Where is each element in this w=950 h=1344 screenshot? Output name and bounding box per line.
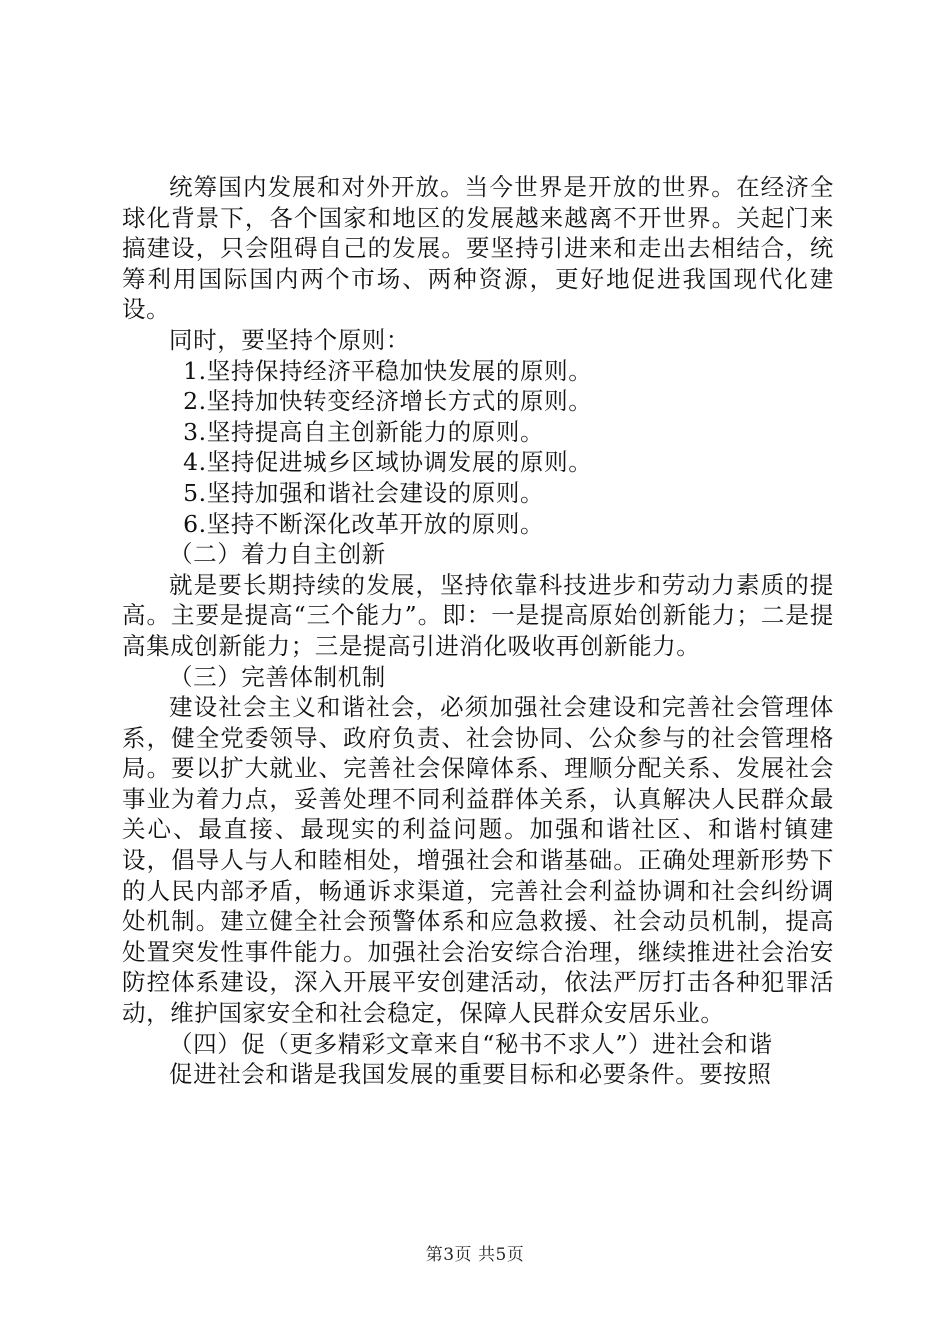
section-heading-4: （四）促（更多精彩文章来自“秘书不求人”）进社会和谐 xyxy=(169,1029,773,1058)
document-body xyxy=(122,172,834,1090)
principle-item-6: 6.坚持不断深化改革开放的原则。 xyxy=(183,509,545,538)
section-heading-3: （三）完善体制机制 xyxy=(169,662,386,691)
principle-item-5: 5.坚持加强和谐社会建设的原则。 xyxy=(183,478,545,507)
principle-item-3: 3.坚持提高自主创新能力的原则。 xyxy=(183,417,545,446)
paragraph-principles-intro: 同时，要坚持个原则： xyxy=(169,325,410,354)
paragraph-institutions: 建设社会主义和谐社会，必须加强社会建设和完善社会管理体系，健全党委领导、政府负责、社会协同、公众参与的社会管理格局。要以扩大就业、完善社会保障体系、理顺分配关系、发展社会事业为着力点，妥善处理不同利益群体关系，认真解决人民群众最关心、最直接、最现实的利益问题。加强和谐社区、和谐村镇建设，倡导人与人和睦相处，增强社会和谐基础。正确处理新形势下的人民内部矛盾，畅通诉求渠道，完善社会利益协调和社会纠纷调处机制。建立健全社会预警体系和应急救援、社会动员机制，提高处置突发性事件能力。加强社会治安综合治理，继续推进社会治安防控体系建设，深入开展平安创建活动，依法严厉打击各种犯罪活动，维护国家安全和社会稳定，保障人民群众安居乐业。 xyxy=(122,693,834,1028)
paragraph-harmony: 促进社会和谐是我国发展的重要目标和必要条件。要按照 xyxy=(169,1060,772,1089)
page-footer: 第3页 共5页 xyxy=(425,1245,525,1265)
principle-item-2: 2.坚持加快转变经济增长方式的原则。 xyxy=(183,387,593,416)
paragraph-open-economy: 统筹国内发展和对外开放。当今世界是开放的世界。在经济全球化背景下，各个国家和地区的发展越来越离不开世界。关起门来搞建设，只会阻碍自己的发展。要坚持引进来和走出去相结合，统筹利用国际国内两个市场、两种资源，更好地促进我国现代化建设。 xyxy=(122,173,834,324)
section-heading-2: （二）着力自主创新 xyxy=(169,540,386,569)
principle-item-1: 1.坚持保持经济平稳加快发展的原则。 xyxy=(183,356,593,385)
principle-item-4: 4.坚持促进城乡区域协调发展的原则。 xyxy=(183,448,593,477)
paragraph-innovation: 就是要长期持续的发展，坚持依靠科技进步和劳动力素质的提高。主要是提高“三个能力”。即：一是提高原始创新能力；二是提高集成创新能力；三是提高引进消化吸收再创新能力。 xyxy=(122,570,834,660)
